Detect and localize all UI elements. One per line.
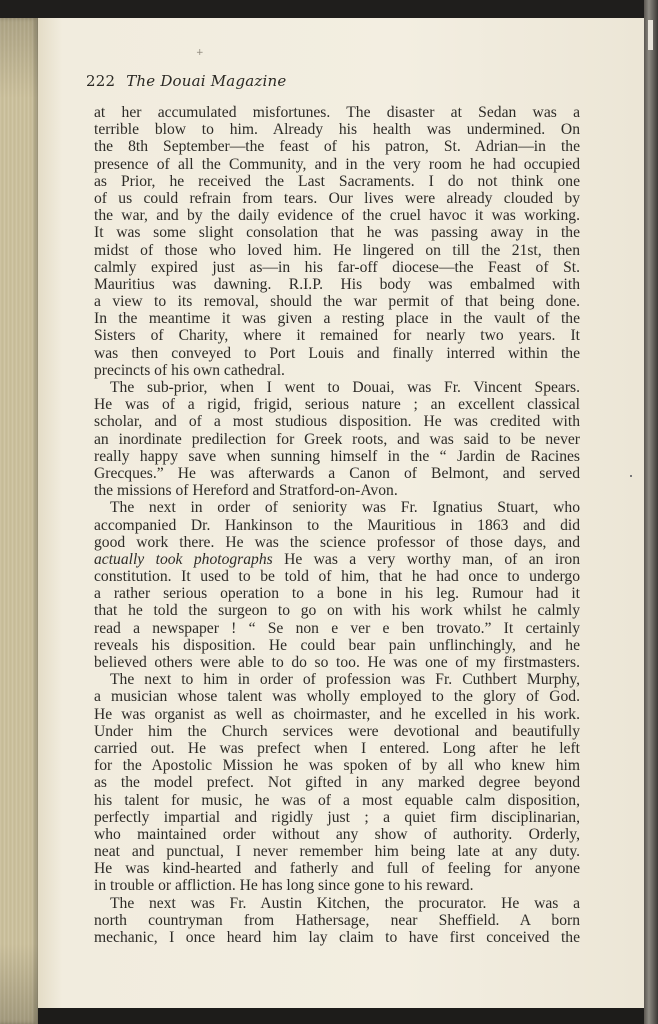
text-line: was then conveyed to Port Louis and finally interred within the [94,344,580,362]
text-line: who maintained order without any show of authority. Orderly, [94,825,580,843]
text-line: accompanied Dr. Hankinson to the Mauritious in 1863 and did [94,516,580,534]
print-mark: + [196,48,204,58]
margin-speck [630,475,632,477]
text-line: his talent for music, he was of a most equable calm disposition, [94,791,580,809]
text-line: mechanic, I once heard him lay claim to have first conceived the [94,929,580,946]
text-line: as the model prefect. Not gifted in any marked degree beyond [94,774,580,792]
text-line: the war, and by the daily evidence of the cruel havoc it was working. [94,207,580,225]
text-line: calmly expired just as—in his far-off diocese—the Feast of St. [94,258,580,276]
text-line: midst of those who loved him. He lingered on till the 21st, then [94,241,580,259]
text-line: presence of all the Community, and in the very room he had occupied [94,155,580,173]
text-line: terrible blow to him. Already his health was undermined. On [94,121,580,139]
text-line: a musician whose talent was wholly employed to the glory of God. [94,688,580,706]
text-line: The next to him in order of profession was Fr. Cuthbert Murphy, [110,671,580,689]
text-line: Sisters of Charity, where it remained for nearly two years. It [94,327,580,345]
text-line: constitution. It used to be told of him, that he had once to undergo [94,568,580,586]
italic-phrase: actually took photographs [94,550,273,568]
text-line: He was of a rigid, frigid, serious nature ; an excellent classical [94,396,580,414]
running-head [86,72,286,90]
text-line: the missions of Hereford and Stratford-on-Avon. [94,482,398,500]
text-line: Mauritius was dawning. R.I.P. His body was embalmed with [94,275,580,293]
text-line: as Prior, he received the Last Sacraments. I do not think one [94,172,580,190]
text-line: carried out. He was prefect when I entered. Long after he left [94,739,580,757]
text-line: an inordinate predilection for Greek roots, and was said to be never [94,430,580,448]
text-line: It was some slight consolation that he was passing away in the [94,224,580,242]
text-line: perfectly impartial and rigidly just ; a quiet firm disciplinarian, [94,808,580,826]
line-rest: He was a very worthy man, of an iron [272,550,580,568]
text-line: He was kind-hearted and fatherly and full of feeling for anyone [94,860,580,878]
text-line: The sub-prior, when I went to Douai, was Fr. Vincent Spears. [110,379,580,396]
body-text [94,104,580,946]
text-line: good work there. He was the science professor of those days, and [94,533,580,551]
text-line: a rather serious operation to a bone in his leg. Rumour had it [94,585,580,603]
text-line: scholar, and of a most studious disposition. He was credited with [94,413,580,431]
text-line: of us could refrain from tears. Our lives were already clouded by [94,189,580,207]
text-line: really happy save when sunning himself in the “ Jardin de Racines [94,447,580,465]
page-number: 222 [86,72,116,90]
text-line: The next in order of seniority was Fr. Ignatius Stuart, who [110,499,580,517]
text-line: In the meantime it was given a resting place in the vault of the [94,310,580,328]
text-line: neat and punctual, I never remember him being late at any duty. [94,843,580,861]
text-line: The next was Fr. Austin Kitchen, the procurator. He was a [110,894,580,912]
book-page-edges [0,18,38,1024]
text-line: reveals his disposition. He could bear pain unflinchingly, and he [94,636,580,654]
text-line: Under him the Church services were devotional and beautifully [94,722,580,740]
text-line: the 8th September—the feast of his patron, St. Adrian—in the [94,138,580,156]
scan-top-band [0,0,658,18]
text-line: read a newspaper ! “ Se non e ver e ben trovato.” It certainly [94,619,580,637]
text-line [94,551,580,568]
text-line: He was organist as well as choirmaster, and he excelled in his work. [94,705,580,723]
facing-page-edge [644,0,658,1024]
text-line: in trouble or affliction. He has long since gone to his reward. [94,877,474,895]
scan-bottom-band [38,1008,644,1024]
text-line: north countryman from Hathersage, near Sheffield. A born [94,911,580,929]
text-line: Grecques.” He was afterwards a Canon of Belmont, and served [94,464,580,482]
text-line: at her accumulated misfortunes. The disaster at Sedan was a [94,104,580,121]
text-line: that he told the surgeon to go on with his work whilst he calmly [94,602,580,620]
text-line: for the Apostolic Mission he was spoken of by all who knew him [94,757,580,775]
journal-title: The Douai Magazine [126,72,287,90]
text-line: believed others were able to do so too. He was one of my firstmasters. [94,654,580,671]
text-line: precincts of his own cathedral. [94,361,285,379]
text-line: a view to its removal, should the war permit of that being done. [94,293,580,311]
